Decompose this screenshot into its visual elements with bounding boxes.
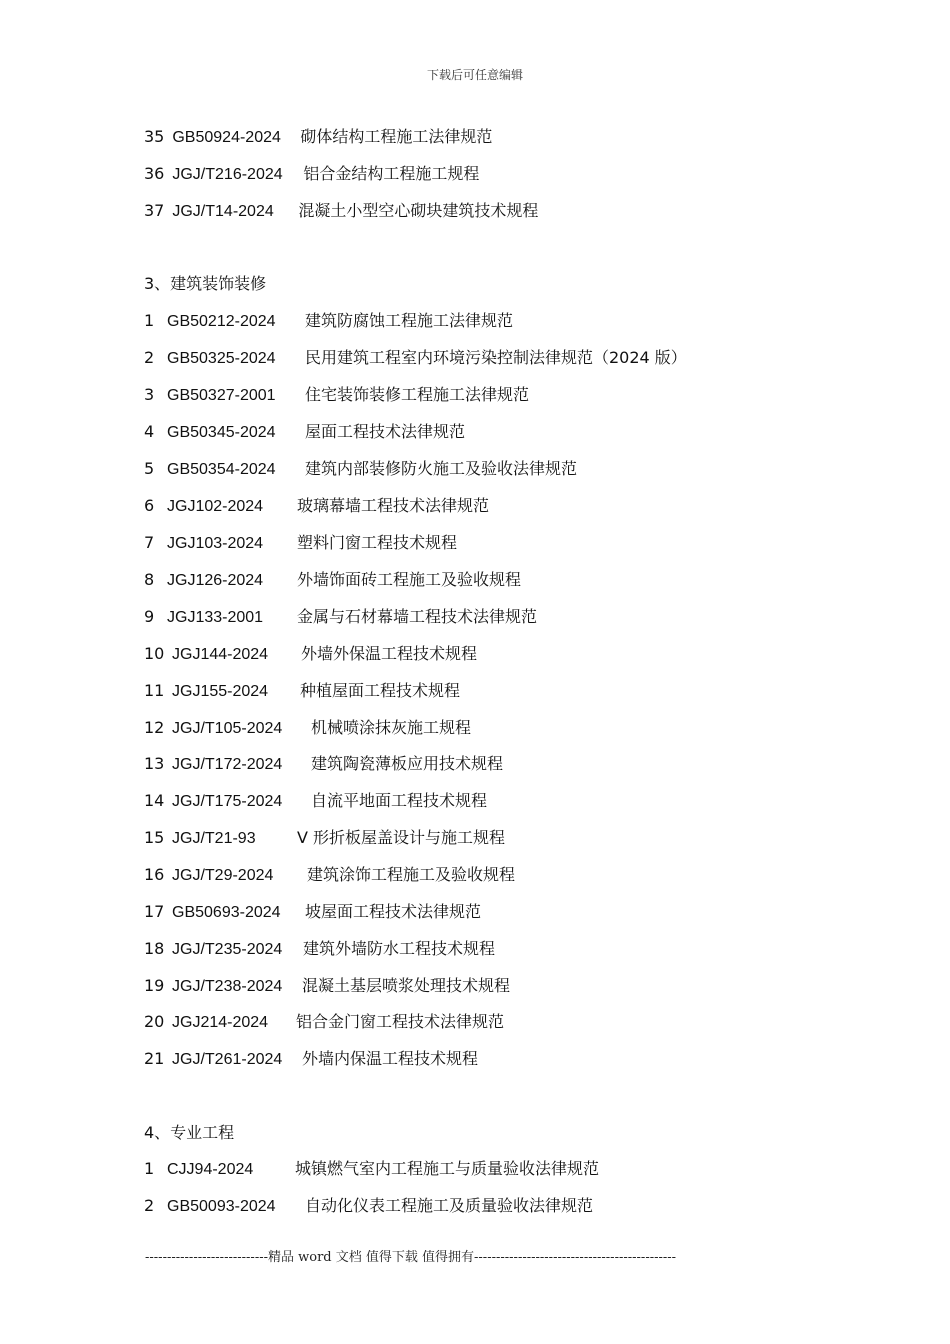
item-title: 机械喷涂抹灰施工规程 bbox=[311, 718, 472, 737]
item-code: JGJ/T175-2024 bbox=[172, 793, 283, 810]
list-item bbox=[144, 310, 513, 332]
item-code: GB50924-2024 bbox=[172, 129, 281, 146]
item-number: 36 bbox=[144, 164, 165, 183]
item-code: JGJ144-2024 bbox=[172, 646, 269, 663]
item-title: 建筑内部装修防火施工及验收法律规范 bbox=[305, 459, 578, 478]
section-heading: 4、专业工程 bbox=[144, 1123, 235, 1142]
list-item bbox=[144, 975, 510, 997]
item-code: JGJ/T216-2024 bbox=[172, 166, 283, 183]
item-number: 35 bbox=[144, 127, 165, 146]
item-title: 自动化仪表工程施工及质量验收法律规范 bbox=[305, 1196, 594, 1215]
item-number: 12 bbox=[144, 718, 165, 737]
item-title: 玻璃幕墙工程技术法律规范 bbox=[297, 496, 490, 515]
list-item bbox=[144, 384, 529, 406]
item-title: 住宅装饰装修工程施工法律规范 bbox=[305, 385, 530, 404]
page-header: 下载后可任意编辑 bbox=[426, 68, 523, 82]
item-code: JGJ/T14-2024 bbox=[172, 203, 274, 220]
item-number: 4 bbox=[144, 422, 155, 441]
item-title: 城镇燃气室内工程施工与质量验收法律规范 bbox=[295, 1159, 600, 1178]
item-number: 37 bbox=[144, 201, 165, 220]
item-number: 3 bbox=[144, 385, 155, 404]
item-code: GB50354-2024 bbox=[167, 461, 276, 478]
item-number: 18 bbox=[144, 939, 165, 958]
item-code: JGJ126-2024 bbox=[167, 572, 264, 589]
item-title: 外墙内保温工程技术规程 bbox=[302, 1049, 479, 1068]
item-title: 屋面工程技术法律规范 bbox=[305, 422, 466, 441]
list-item bbox=[144, 458, 577, 480]
item-code: GB50212-2024 bbox=[167, 313, 276, 330]
item-number: 2 bbox=[144, 1196, 155, 1215]
item-code: JGJ/T172-2024 bbox=[172, 756, 283, 773]
item-number: 14 bbox=[144, 791, 165, 810]
item-code: GB50693-2024 bbox=[172, 904, 281, 921]
item-code: JGJ155-2024 bbox=[172, 683, 269, 700]
item-title: 外墙饰面砖工程施工及验收规程 bbox=[297, 570, 522, 589]
item-title: 建筑外墙防水工程技术规程 bbox=[303, 939, 496, 958]
item-title: 建筑涂饰工程施工及验收规程 bbox=[307, 865, 516, 884]
list-item bbox=[144, 643, 477, 665]
item-title: 坡屋面工程技术法律规范 bbox=[305, 902, 482, 921]
item-number: 20 bbox=[144, 1012, 165, 1031]
list-item bbox=[144, 495, 489, 517]
item-number: 8 bbox=[144, 570, 155, 589]
list-item bbox=[144, 163, 479, 185]
list-item bbox=[144, 1158, 599, 1180]
item-title: 金属与石材幕墙工程技术法律规范 bbox=[297, 607, 538, 626]
item-title: 混凝土基层喷浆处理技术规程 bbox=[302, 976, 511, 995]
list-item bbox=[144, 938, 495, 960]
item-number: 7 bbox=[144, 533, 155, 552]
item-title: 砌体结构工程施工法律规范 bbox=[300, 127, 493, 146]
list-item bbox=[144, 421, 465, 443]
item-number: 2 bbox=[144, 348, 155, 367]
item-number: 1 bbox=[144, 311, 155, 330]
list-item bbox=[144, 200, 538, 222]
list-item bbox=[144, 827, 505, 849]
item-code: JGJ214-2024 bbox=[172, 1014, 269, 1031]
list-item bbox=[144, 569, 521, 591]
item-code: GB50093-2024 bbox=[167, 1198, 276, 1215]
list-item bbox=[144, 1048, 478, 1070]
item-title: 铝合金门窗工程技术法律规范 bbox=[296, 1012, 505, 1031]
list-item bbox=[144, 1011, 504, 1033]
item-title: 自流平地面工程技术规程 bbox=[311, 791, 488, 810]
item-title: 外墙外保温工程技术规程 bbox=[301, 644, 478, 663]
list-item bbox=[144, 606, 537, 628]
item-code: JGJ/T21-93 bbox=[172, 830, 256, 847]
item-code: JGJ/T235-2024 bbox=[172, 941, 283, 958]
item-number: 13 bbox=[144, 754, 165, 773]
list-item bbox=[144, 532, 457, 554]
item-number: 10 bbox=[144, 644, 165, 663]
item-title: 塑料门窗工程技术规程 bbox=[297, 533, 458, 552]
item-code: JGJ/T261-2024 bbox=[172, 1051, 283, 1068]
item-code: JGJ103-2024 bbox=[167, 535, 264, 552]
item-title: 种植屋面工程技术规程 bbox=[300, 681, 461, 700]
item-number: 1 bbox=[144, 1159, 155, 1178]
item-number: 9 bbox=[144, 607, 155, 626]
list-item bbox=[144, 680, 460, 702]
item-code: GB50327-2001 bbox=[167, 387, 276, 404]
page-footer: ----------------------------精品 word 文档 值得下载 值得拥有---------------------------------------------- bbox=[145, 1250, 677, 1265]
item-number: 16 bbox=[144, 865, 165, 884]
item-title: 铝合金结构工程施工规程 bbox=[303, 164, 480, 183]
item-title: V 形折板屋盖设计与施工规程 bbox=[297, 828, 506, 847]
item-code: JGJ/T238-2024 bbox=[172, 978, 283, 995]
item-code: JGJ102-2024 bbox=[167, 498, 264, 515]
item-number: 19 bbox=[144, 976, 165, 995]
list-item bbox=[144, 864, 515, 886]
list-item bbox=[144, 717, 471, 739]
list-item bbox=[144, 790, 487, 812]
item-title: 混凝土小型空心砌块建筑技术规程 bbox=[298, 201, 539, 220]
item-title: 民用建筑工程室内环境污染控制法律规范（2024 版） bbox=[305, 348, 687, 367]
list-item bbox=[144, 753, 503, 775]
item-number: 17 bbox=[144, 902, 165, 921]
item-code: JGJ/T105-2024 bbox=[172, 720, 283, 737]
item-number: 11 bbox=[144, 681, 165, 700]
item-code: GB50345-2024 bbox=[167, 424, 276, 441]
item-code: JGJ133-2001 bbox=[167, 609, 264, 626]
section-heading: 3、建筑装饰装修 bbox=[144, 274, 267, 293]
item-number: 15 bbox=[144, 828, 165, 847]
item-code: CJJ94-2024 bbox=[167, 1161, 254, 1178]
item-code: JGJ/T29-2024 bbox=[172, 867, 274, 884]
item-code: GB50325-2024 bbox=[167, 350, 276, 367]
item-number: 5 bbox=[144, 459, 155, 478]
list-item bbox=[144, 126, 492, 148]
item-title: 建筑防腐蚀工程施工法律规范 bbox=[305, 311, 514, 330]
item-number: 21 bbox=[144, 1049, 165, 1068]
list-item bbox=[144, 901, 481, 923]
item-number: 6 bbox=[144, 496, 155, 515]
list-item bbox=[144, 347, 687, 369]
list-item bbox=[144, 1195, 593, 1217]
item-title: 建筑陶瓷薄板应用技术规程 bbox=[311, 754, 504, 773]
